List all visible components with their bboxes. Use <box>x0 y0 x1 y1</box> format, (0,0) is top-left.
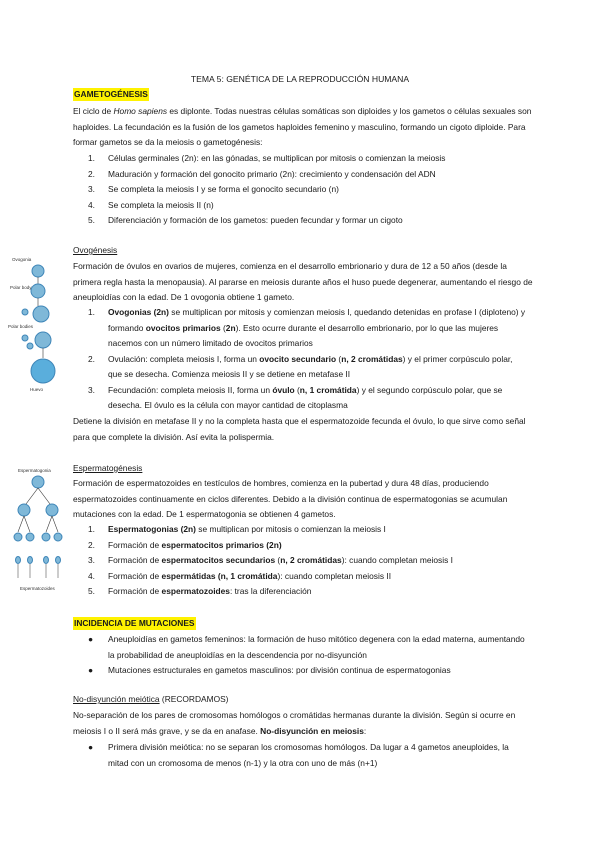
text-run: ( <box>275 555 281 565</box>
list-number: 5. <box>88 586 95 596</box>
figure-label-ovogonia: Ovogonia <box>12 257 32 262</box>
text-run: n, 2 cromátidas <box>341 353 403 364</box>
list-item <box>88 213 528 229</box>
text-run: Formación de <box>108 586 162 596</box>
list-number: 1. <box>88 153 95 163</box>
list-item <box>88 553 528 569</box>
text-run: ). Esto ocurre durante el desarrollo embrionario, por lo que las mujeres nacemos con un número limitado de ovocitos primarios <box>108 322 499 348</box>
list-item <box>88 522 528 538</box>
gametogenesis-heading: GAMETOGÉNESIS <box>74 89 148 99</box>
text-run: ovocitos primarios <box>145 322 221 333</box>
list-item <box>88 182 528 198</box>
text-run: espermatocitos primarios (2n) <box>161 539 282 550</box>
polar-body-3 <box>27 343 33 349</box>
list-number: 3. <box>88 184 95 194</box>
gametogenesis-intro <box>73 104 533 151</box>
no-disyuncion-title: No-disyunción meiótica <box>73 694 160 704</box>
text-run: se multiplican por mitosis y comienzan meiosis I, quedando detenidas en profase I (diploteno) y formando <box>108 307 526 333</box>
text-run: espermátidas (n, 1 cromátida <box>161 570 278 581</box>
list-number: 1. <box>88 307 95 317</box>
spermatocyte-2 <box>46 504 58 516</box>
list-item <box>88 383 528 414</box>
text-run: : <box>363 725 367 736</box>
ovogenesis-heading: Ovogénesis <box>73 245 118 255</box>
figure-label-espermatogonia: Espermatogonia <box>18 468 51 473</box>
list-item <box>88 538 528 554</box>
bullet-item <box>88 740 528 771</box>
text-run: ( <box>294 384 300 395</box>
text-run: Espermatogonias (2n) <box>108 524 196 534</box>
spermatogonium-cell <box>32 476 44 488</box>
figure-label-espermatozoides: Espermatozoides <box>20 586 55 591</box>
no-disyuncion-heading <box>73 692 228 708</box>
text-run: No-separación de los pares de cromosomas homólogos o cromátidas hermanas durante la división. Según si ocurre en meiosis I o II será más grave, y se da en anafase. <box>73 710 516 736</box>
list-number: 2. <box>88 168 95 179</box>
ootid-cell <box>35 332 51 348</box>
espermatogenesis-figure <box>8 466 66 598</box>
bullet-icon: ● <box>88 742 94 752</box>
text-run: Formación de <box>108 555 162 565</box>
bullet-text: Mutaciones estructurales en gametos masculinos: por división continua de espermatogonias <box>108 665 451 675</box>
spermatid-1 <box>14 533 22 541</box>
list-number: 2. <box>88 539 95 550</box>
text-run: Formación de <box>108 570 162 581</box>
text-run: Fecundación: completa meiosis II, forma un <box>108 384 273 395</box>
list-item <box>88 305 528 352</box>
ovum-cell <box>31 359 55 383</box>
bullet-icon: ● <box>88 634 94 644</box>
text-run: No-disyunción en meiosis <box>260 725 364 736</box>
page-title: TEMA 5: GENÉTICA DE LA REPRODUCCIÓN HUMANA <box>190 74 410 84</box>
ovogonia-cell <box>32 265 44 277</box>
text-run: óvulo <box>272 384 295 395</box>
list-text: Se completa la meiosis I y se forma el gonocito secundario (n) <box>108 184 339 194</box>
bullet-text: Aneuploidías en gametos femeninos: la formación de huso mitótico degenera con la edad materna, aumentando la probabilidad de aneuploidías en la descendencia por no-disyunción <box>108 634 525 660</box>
list-item <box>88 569 528 585</box>
text-run: ( <box>336 353 342 364</box>
no-disyuncion-suffix: (RECORDAMOS) <box>159 694 229 704</box>
text-run: Ovulación: completa meiosis I, forma un <box>108 353 260 364</box>
text-run: es diplonte. Todas nuestras células somáticas son diploides y los gametos o células sexuales son haploides. La fecundación es la fusión de los gametos haploides femenino y masculino, formando un cigoto diploide. Para formar gametos se da la meiosis o gametogénesis: <box>73 106 532 147</box>
text-run: ) y el primer corpúsculo polar, que se desecha. Comienza meiosis II y se detiene en metafase II <box>108 353 513 379</box>
list-number: 1. <box>88 524 95 534</box>
list-item <box>88 352 528 383</box>
list-item <box>88 151 528 167</box>
figure-label-polar-bodies: Polar bodies <box>8 324 34 329</box>
list-text: Células germinales (2n): en las gónadas, se multiplican por mitosis o comienzan la meiosis <box>108 153 446 163</box>
text-run: Ovogonias (2n) <box>108 307 169 317</box>
espermatogenesis-steps <box>88 522 528 600</box>
text-run: ( <box>220 322 226 333</box>
ovogenesis-steps <box>88 305 528 414</box>
sperm-4 <box>56 557 61 564</box>
polar-body-2 <box>22 335 28 341</box>
text-run: ovocito secundario <box>259 353 337 364</box>
spermatocyte-1 <box>18 504 30 516</box>
spermatid-4 <box>54 533 62 541</box>
list-number: 4. <box>88 570 95 581</box>
list-item <box>88 167 528 183</box>
espermatogenesis-heading: Espermatogénesis <box>73 463 143 473</box>
bullet-text: Primera división meiótica: no se separan los cromosomas homólogos. Da lugar a 4 gametos aneuploides, la mitad con un cromosoma de menos (n-1) y la otra con uno de más (n+1) <box>108 742 509 768</box>
list-item <box>88 584 528 600</box>
mutaciones-heading: INCIDENCIA DE MUTACIONES <box>74 618 195 628</box>
text-run: espermatocitos secundarios <box>161 555 276 565</box>
sperm-2 <box>28 557 33 564</box>
text-run: 2n <box>225 322 236 333</box>
espermatogenesis-intro: Formación de espermatozoides en testículos de hombres, comienza en la pubertad y dura 48 días, produciendo espermatozoides continuamente en ciclos diferentes. Debido a la división continua de espermatogonias se acumulan mutaciones con la edad. De 1 espermatogonia se obtienen 4 gametos. <box>73 478 508 519</box>
text-run: se multiplican por mitosis o comienzan la meiosis I <box>195 524 386 534</box>
ovogenesis-outro: Detiene la división en metafase II y no la completa hasta que el espermatozoide fecunda el óvulo, lo que sirve como señal para que complete la división. Así evita la polispermia. <box>73 416 526 442</box>
spermatid-2 <box>26 533 34 541</box>
text-run: ): cuando completan meiosis I <box>341 555 453 565</box>
list-number: 3. <box>88 384 95 395</box>
ovogenesis-intro: Formación de óvulos en ovarios de mujeres, comienza en el desarrollo embrionario y dura de 12 a 50 años (desde la primera regla hasta la menopausia). Al pararse en meiosis durante años el huso puede degenerar, aumentando el riesgo de aneuploidías con la edad. De 1 ovogonia obtiene 1 gameto. <box>73 261 533 302</box>
text-run: Formación de <box>108 539 162 550</box>
text-run: n, 2 cromátidas <box>280 555 342 565</box>
list-number: 4. <box>88 199 95 210</box>
list-text: Diferenciación y formación de los gametos: pueden fecundar y formar un cigoto <box>108 215 403 225</box>
text-run: Homo sapiens <box>113 106 168 116</box>
gametogenesis-steps <box>88 151 528 229</box>
bullet-item <box>88 632 528 663</box>
no-disyuncion-intro <box>73 708 533 739</box>
text-run: espermatozoides <box>161 586 230 596</box>
no-disyuncion-bullets <box>88 740 528 771</box>
figure-label-huevo: Huevo <box>30 387 44 392</box>
text-run: El ciclo de <box>73 106 114 116</box>
bullet-icon: ● <box>88 665 94 675</box>
list-number: 3. <box>88 555 95 565</box>
sperm-1 <box>16 557 21 564</box>
ovogenesis-figure <box>8 254 66 394</box>
mutaciones-bullets <box>88 632 528 679</box>
list-number: 2. <box>88 353 95 364</box>
spermatid-3 <box>42 533 50 541</box>
list-text: Maduración y formación del gonocito primario (2n): crecimiento y condensación del ADN <box>108 168 436 179</box>
bullet-item <box>88 663 528 679</box>
primary-oocyte-cell <box>31 284 45 298</box>
text-run: n, 1 cromátida <box>299 384 357 395</box>
figure-label-polar-body: Polar body <box>10 285 32 290</box>
text-run: : tras la diferenciación <box>229 586 312 596</box>
text-run: ): cuando completan meiosis II <box>277 570 392 581</box>
secondary-oocyte-cell <box>33 306 49 322</box>
polar-body-1 <box>22 309 28 315</box>
sperm-3 <box>44 557 49 564</box>
list-text: Se completa la meiosis II (n) <box>108 199 214 210</box>
list-number: 5. <box>88 215 95 225</box>
list-item <box>88 198 528 214</box>
text-run: ) y el segundo corpúsculo polar, que se desecha. El óvulo es la célula con mayor cantidad de citoplasma <box>108 384 503 410</box>
